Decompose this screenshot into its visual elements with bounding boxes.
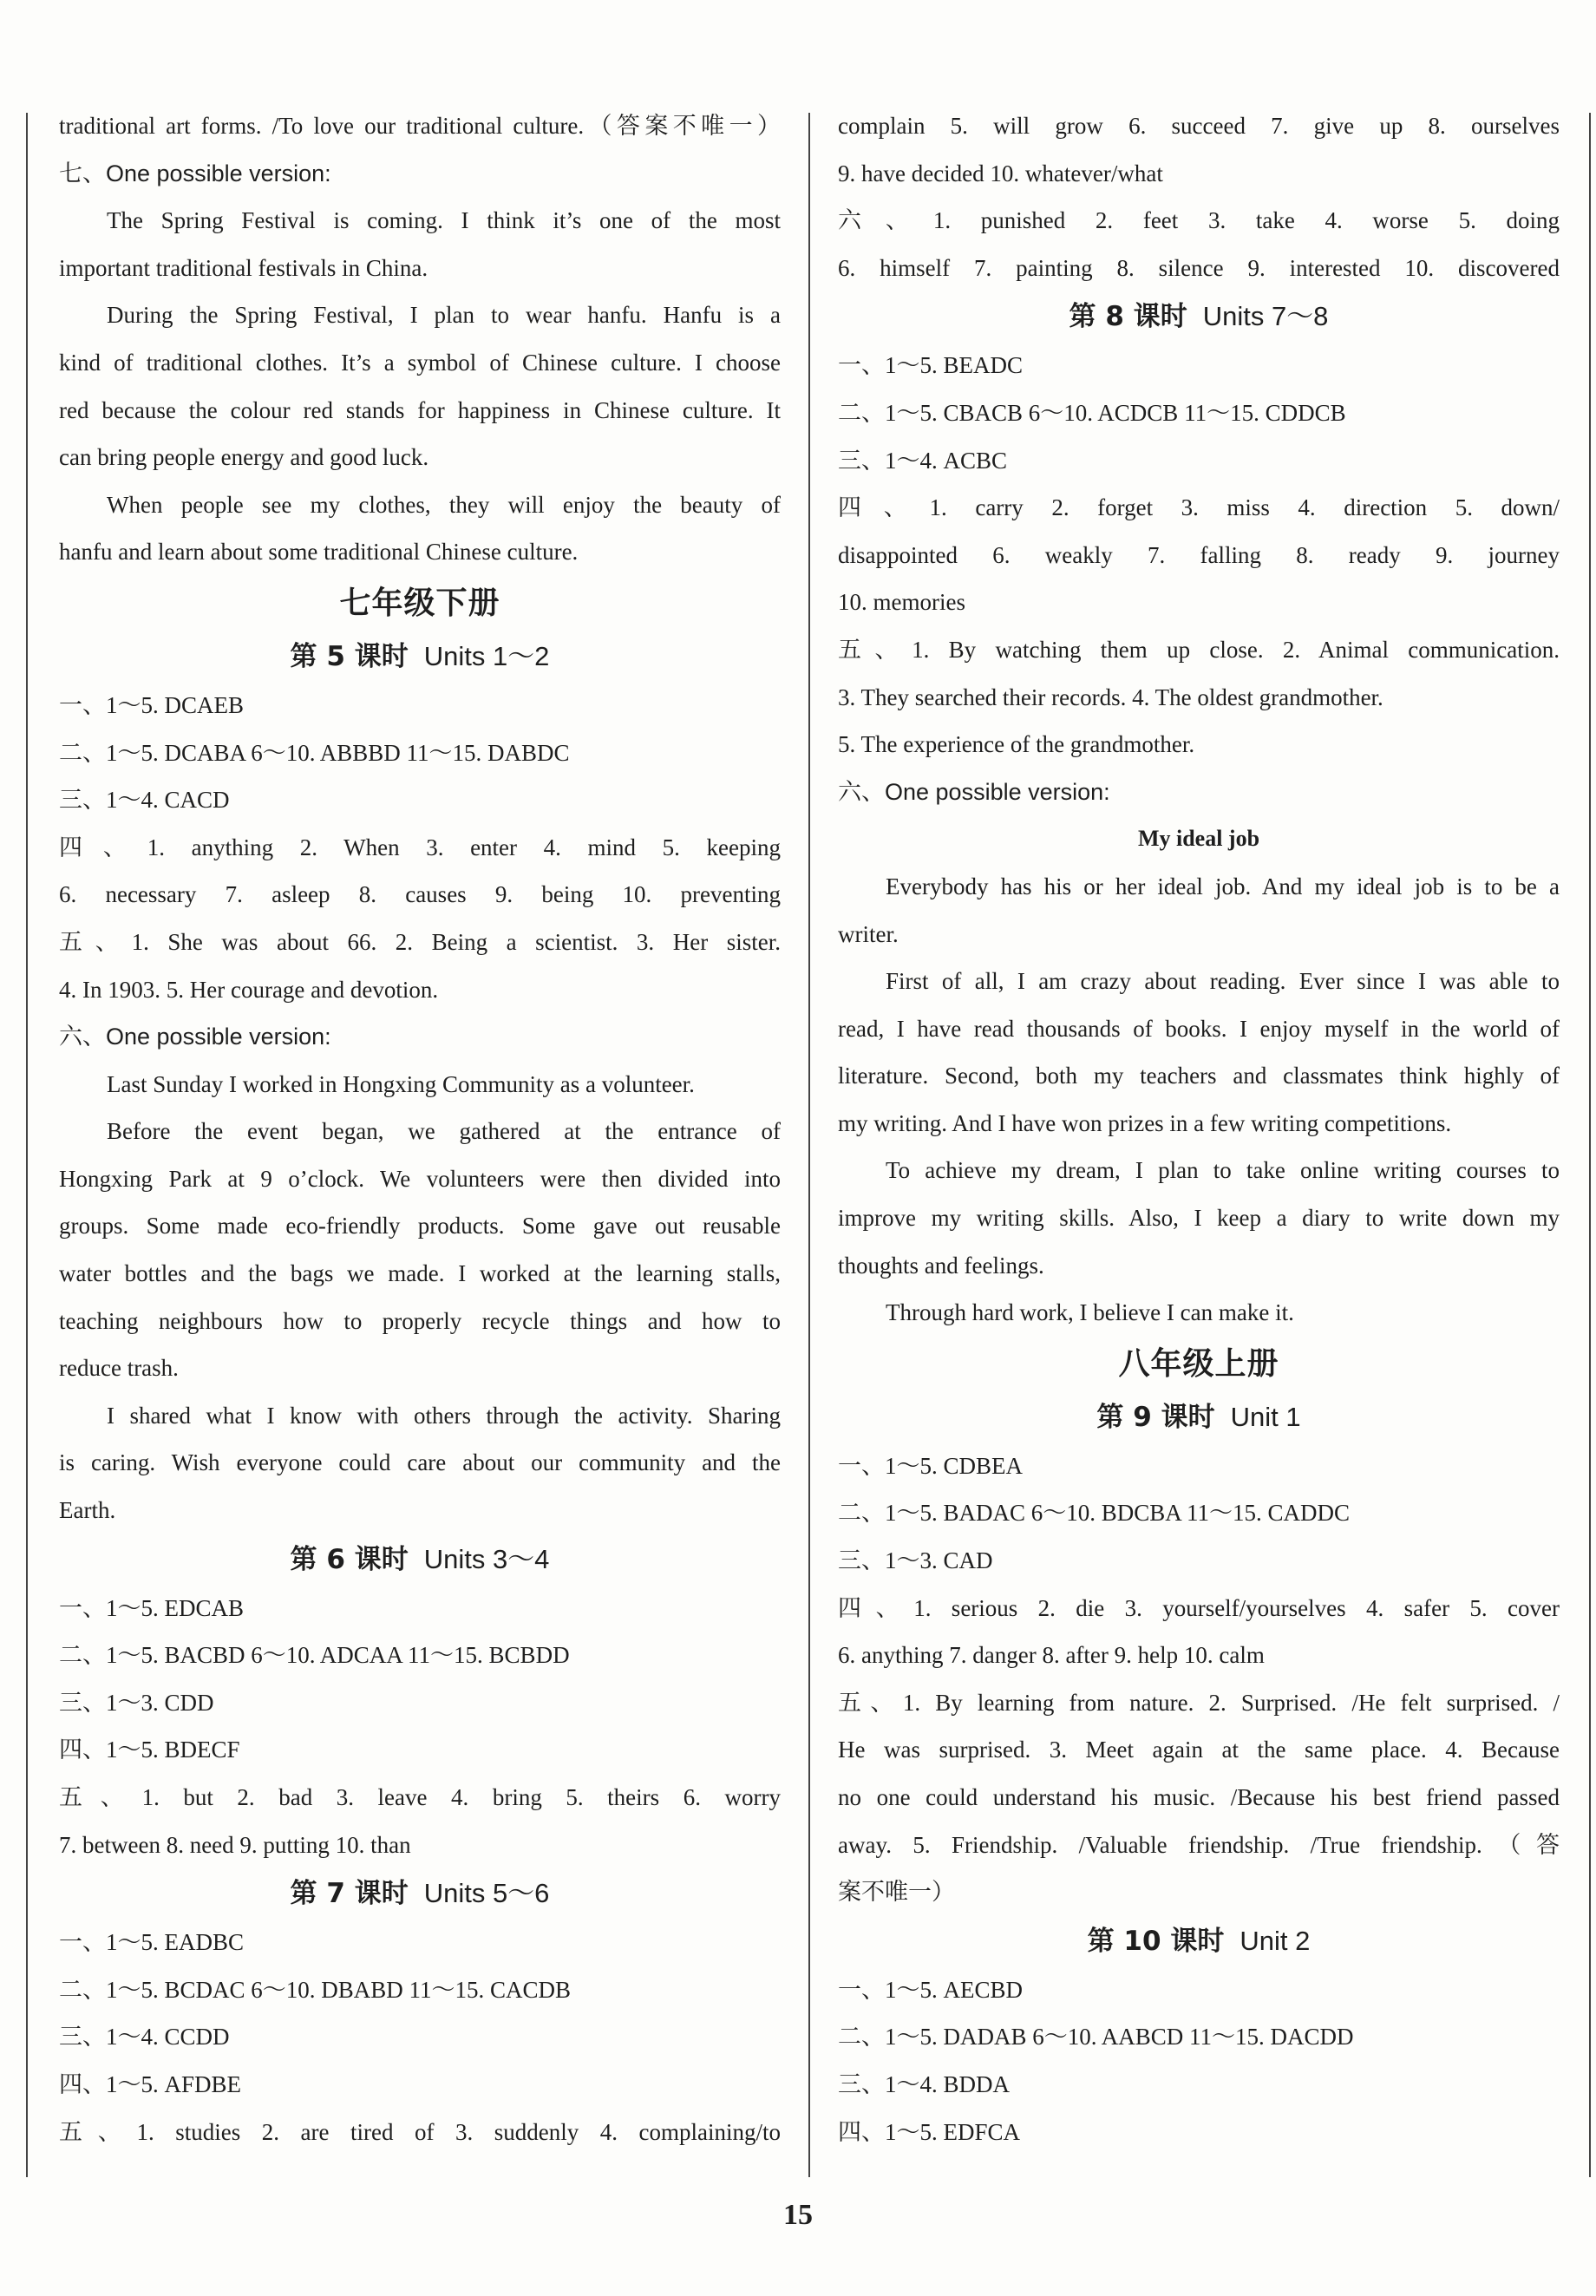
text-line: writer. xyxy=(838,920,899,947)
text-line: 三、1～4. CACD xyxy=(59,787,230,814)
right-border-rule xyxy=(1589,113,1591,2177)
lesson-heading xyxy=(838,1916,1560,1966)
text-line: 四、1～5. BDECF xyxy=(59,1737,240,1763)
lesson-number: 第 5 课时 xyxy=(290,640,409,672)
text-line: away. 5. Friendship. /Valuable friendship. /True friendship.（答 xyxy=(838,1831,1560,1858)
text-line: 5. The experience of the grandmother. xyxy=(838,731,1195,758)
lesson-heading xyxy=(838,291,1560,342)
text-line: 一、1～5. DCAEB xyxy=(59,691,245,718)
text-line: 二、1～5. CBACB 6～10. ACDCB 11～15. CDDCB xyxy=(838,399,1346,426)
text-line: 三、1～4. BDDA xyxy=(838,2070,1011,2097)
text-line: water bottles and the bags we made. I worked at the learning stalls, xyxy=(59,1260,781,1287)
lesson-number: 第 6 课时 xyxy=(290,1543,409,1575)
text-line: Last Sunday I worked in Hongxing Community as a volunteer. xyxy=(107,1070,695,1097)
text-line: can bring people energy and good luck. xyxy=(59,444,429,471)
text-line: 6. himself 7. painting 8. silence 9. interested 10. discovered xyxy=(838,254,1560,281)
text-line: First of all, I am crazy about reading. Ever since I was able to xyxy=(886,968,1560,995)
text-line: no one could understand his music. /Because his best friend passed xyxy=(838,1784,1560,1810)
text-line: 五、1. By watching them up close. 2. Animal communication. xyxy=(838,636,1560,663)
page-number: 15 xyxy=(783,2199,813,2231)
text-line: Before the event began, we gathered at the entrance of xyxy=(107,1118,781,1145)
lesson-number: 第 7 课时 xyxy=(290,1878,409,1910)
text-line: improve my writing skills. Also, I keep a diary to write down my xyxy=(838,1205,1560,1232)
lesson-units: Units 7～8 xyxy=(1202,301,1329,332)
text-line: 7. between 8. need 9. putting 10. than xyxy=(59,1831,411,1858)
text-line: 四、1～5. AFDBE xyxy=(59,2070,242,2097)
text-line: 二、1～5. BACBD 6～10. ADCAA 11～15. BCBDD xyxy=(59,1642,570,1669)
text-line: 三、1～4. CCDD xyxy=(59,2024,230,2051)
grade-heading: 七年级下册 xyxy=(339,585,500,621)
text-line: 五、1. By learning from nature. 2. Surprised. /He felt surprised. / xyxy=(838,1689,1560,1716)
text-line: red because the colour red stands for happiness in Chinese culture. It xyxy=(59,396,781,423)
text-line: 四、1. serious 2. die 3. yourself/yourselves 4. safer 5. cover xyxy=(838,1594,1560,1621)
text-line: The Spring Festival is coming. I think it’s one of the most xyxy=(107,207,781,234)
lesson-units: Unit 1 xyxy=(1230,1401,1301,1432)
lesson-heading xyxy=(59,1534,781,1585)
text-line: 四、1～5. EDFCA xyxy=(838,2118,1021,2145)
text-line: hanfu and learn about some traditional Chinese culture. xyxy=(59,539,579,566)
text-line: He was surprised. 3. Meet again at the same place. 4. Because xyxy=(838,1737,1560,1763)
text-line: important traditional festivals in China. xyxy=(59,254,428,281)
lesson-heading xyxy=(59,631,781,682)
text-line: 4. In 1903. 5. Her courage and devotion. xyxy=(59,976,439,1003)
text-line: disappointed 6. weakly 7. falling 8. ready 9. journey xyxy=(838,541,1560,568)
text-line: read, I have read thousands of books. I enjoy myself in the world of xyxy=(838,1015,1560,1042)
text-line: Hongxing Park at 9 o’clock. We volunteers were then divided into xyxy=(59,1165,781,1192)
section-label: 六、One possible version: xyxy=(59,1024,331,1050)
lesson-number: 第 9 课时 xyxy=(1096,1401,1215,1433)
text-line: 一、1～5. BEADC xyxy=(838,352,1024,379)
text-line: groups. Some made eco-friendly products. Some gave out reusable xyxy=(59,1213,781,1240)
text-line: 二、1～5. BADAC 6～10. BDCBA 11～15. CADDC xyxy=(838,1500,1351,1527)
text-line: 三、1～3. CAD xyxy=(838,1547,993,1574)
text-line: 四、1. anything 2. When 3. enter 4. mind 5. keeping xyxy=(59,834,781,860)
text-line: 一、1～5. AECBD xyxy=(838,1976,1024,2003)
column-divider xyxy=(808,113,810,2177)
lesson-units: Units 5～6 xyxy=(423,1878,550,1909)
section-label: 六、One possible version: xyxy=(838,778,1110,805)
text-line: 六、1. punished 2. feet 3. take 4. worse 5. doing xyxy=(838,207,1560,234)
lesson-heading xyxy=(838,1392,1560,1442)
text-line: 三、1～4. ACBC xyxy=(838,447,1008,474)
text-line: 五、1. She was about 66. 2. Being a scientist. 3. Her sister. xyxy=(59,928,781,955)
text-line: 五、1. but 2. bad 3. leave 4. bring 5. theirs 6. worry xyxy=(59,1784,781,1810)
text-line: 3. They searched their records. 4. The oldest grandmother. xyxy=(838,684,1383,710)
text-line: is caring. Wish everyone could care about our community and the xyxy=(59,1449,781,1476)
text-line: reduce trash. xyxy=(59,1355,179,1382)
lesson-number: 第 8 课时 xyxy=(1069,301,1187,333)
grade-heading: 八年级上册 xyxy=(1118,1345,1279,1382)
text-line: 9. have decided 10. whatever/what xyxy=(838,160,1163,186)
text-line: When people see my clothes, they will enjoy the beauty of xyxy=(107,491,781,518)
text-line: 10. memories xyxy=(838,589,965,616)
text-line: 二、1～5. DCABA 6～10. ABBBD 11～15. DABDC xyxy=(59,739,570,766)
text-line: 6. anything 7. danger 8. after 9. help 10. calm xyxy=(838,1642,1265,1669)
text-line: 一、1～5. CDBEA xyxy=(838,1452,1024,1479)
text-line: literature. Second, both my teachers and classmates think highly of xyxy=(838,1063,1560,1089)
lesson-number: 第 10 课时 xyxy=(1087,1925,1225,1957)
left-border-rule xyxy=(26,113,28,2177)
text-line: 6. necessary 7. asleep 8. causes 9. being 10. preventing xyxy=(59,881,781,908)
text-line: thoughts and feelings. xyxy=(838,1252,1044,1279)
text-line: 五、1. studies 2. are tired of 3. suddenly 4. complaining/to xyxy=(59,2118,781,2145)
text-line: 四、1. carry 2. forget 3. miss 4. direction 5. down/ xyxy=(838,494,1560,521)
lesson-units: Unit 2 xyxy=(1240,1925,1311,1956)
text-line: my writing. And I have won prizes in a few writing competitions. xyxy=(838,1109,1452,1136)
text-line: 一、1～5. EADBC xyxy=(59,1929,245,1956)
text-line: 二、1～5. BCDAC 6～10. DBABD 11～15. CACDB xyxy=(59,1976,572,2003)
text-line: complain 5. will grow 6. succeed 7. give up 8. ourselves xyxy=(838,113,1560,139)
text-line: kind of traditional clothes. It’s a symbol of Chinese culture. I choose xyxy=(59,349,781,376)
left-column xyxy=(59,102,781,2155)
essay-title: My ideal job xyxy=(1137,826,1260,852)
text-line: I shared what I know with others through the activity. Sharing xyxy=(107,1402,781,1429)
text-line: During the Spring Festival, I plan to wear hanfu. Hanfu is a xyxy=(107,302,781,329)
text-line: traditional art forms. /To love our traditional culture.（答案不唯一） xyxy=(59,113,781,139)
text-line: 一、1～5. EDCAB xyxy=(59,1594,245,1621)
text-line: To achieve my dream, I plan to take online writing courses to xyxy=(886,1157,1560,1184)
text-line: Earth. xyxy=(59,1497,116,1524)
lesson-units: Units 1～2 xyxy=(423,640,550,671)
text-line: Through hard work, I believe I can make it. xyxy=(886,1299,1294,1326)
text-line: 三、1～3. CDD xyxy=(59,1689,214,1716)
text-line: 二、1～5. DADAB 6～10. AABCD 11～15. DACDD xyxy=(838,2024,1354,2051)
text-line: Everybody has his or her ideal job. And my ideal job is to be a xyxy=(886,873,1560,899)
section-label: 七、One possible version: xyxy=(59,160,331,186)
text-line: 案不唯一） xyxy=(838,1879,955,1906)
lesson-heading xyxy=(59,1868,781,1919)
text-line: teaching neighbours how to properly recycle things and how to xyxy=(59,1307,781,1334)
right-column xyxy=(838,102,1560,2155)
lesson-units: Units 3～4 xyxy=(423,1543,550,1574)
